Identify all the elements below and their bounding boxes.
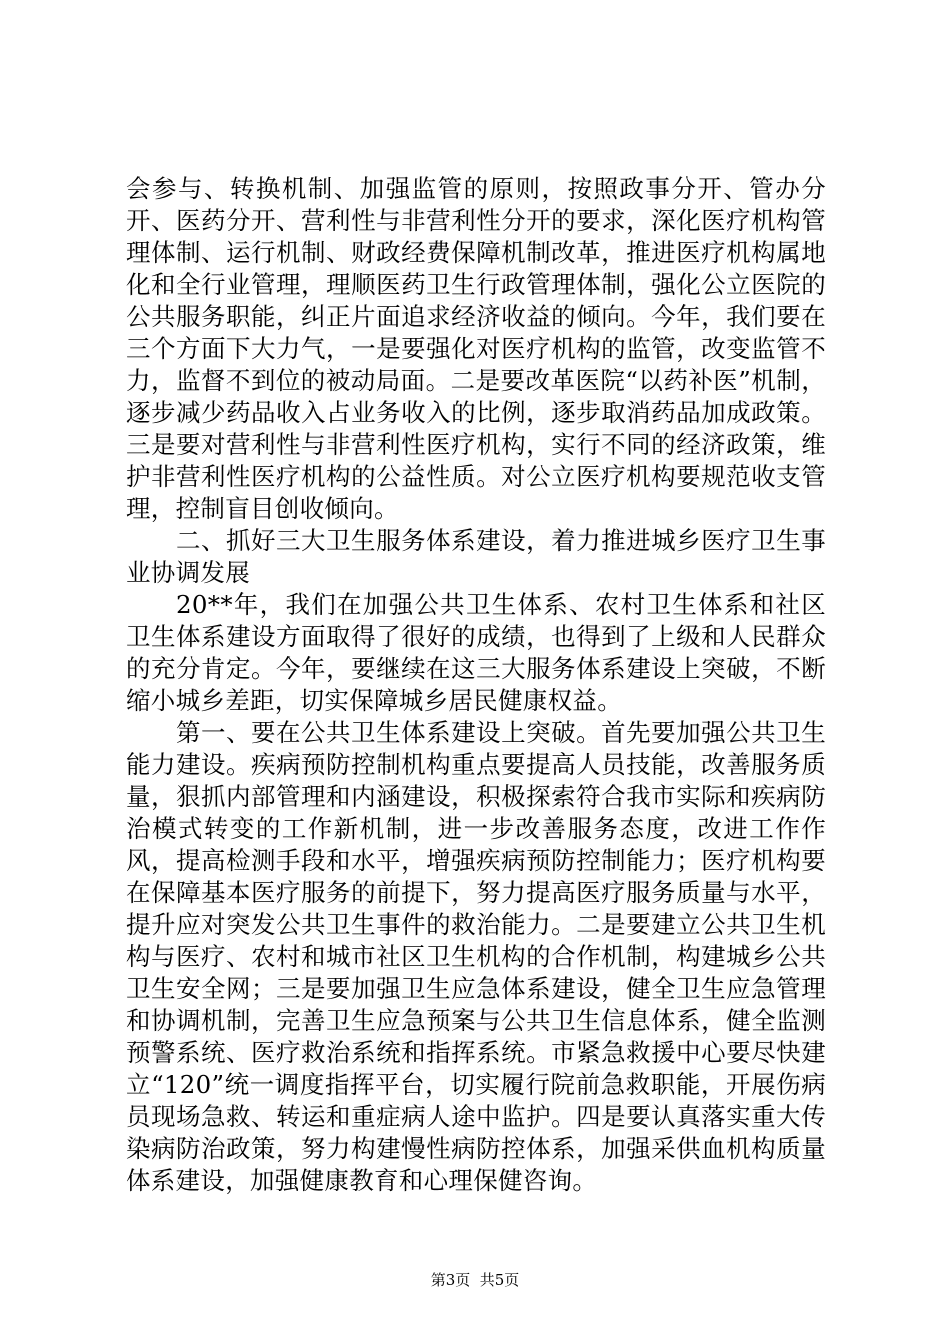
paragraph-3: 第一、要在公共卫生体系建设上突破。首先要加强公共卫生能力建设。疾病预防控制机构重点要提高人员技能，改善服务质量，狠抓内部管理和内涵建设，积极探索符合我市实际和疾病防治模式转变的工作新机制，进一步改善服务态度，改进工作作风，提高检测手段和水平，增强疾病预防控制能力；医疗机构要在保障基本医疗服务的前提下，努力提高医疗服务质量与水平，提升应对突发公共卫生事件的救治能力。二是要建立公共卫生机构与医疗、农村和城市社区卫生机构的合作机制，构建城乡公共卫生安全网；三是要加强卫生应急体系建设，健全卫生应急管理和协调机制，完善卫生应急预案与公共卫生信息体系，健全监测预警系统、医疗救治系统和指挥系统。市紧急救援中心要尽快建立“120”统一调度指挥平台，切实履行院前急救职能，开展伤病员现场急救、转运和重症病人途中监护。四是要认真落实重大传染病防治政策，努力构建慢性病防控体系，加强采供血机构质量体系建设，加强健康教育和心理保健咨询。	[126, 718, 826, 1195]
paragraph-1: 会参与、转换机制、加强监管的原则，按照政事分开、管办分开、医药分开、营利性与非营利性分开的要求，深化医疗机构管理体制、运行机制、财政经费保障机制改革，推进医疗机构属地化和全行业管理，理顺医药卫生行政管理体制，强化公立医院的公共服务职能，纠正片面追求经济收益的倾向。今年，我们要在三个方面下大力气，一是要强化对医疗机构的监管，改变监管不力，监督不到位的被动局面。二是要改革医院“以药补医”机制，逐步减少药品收入占业务收入的比例，逐步取消药品加成政策。三是要对营利性与非营利性医疗机构，实行不同的经济政策，维护非营利性医疗机构的公益性质。对公立医疗机构要规范收支管理，控制盲目创收倾向。	[126, 174, 826, 523]
document-body	[126, 173, 826, 1197]
page-number: 第3页 共5页	[430, 1271, 520, 1289]
paragraph-2: 20**年，我们在加强公共卫生体系、农村卫生体系和社区卫生体系建设方面取得了很好的成绩，也得到了上级和人民群众的充分肯定。今年，要继续在这三大服务体系建设上突破，不断缩小城乡差距，切实保障城乡居民健康权益。	[126, 590, 826, 715]
page-footer	[0, 1270, 950, 1290]
section-heading: 二、抓好三大卫生服务体系建设，着力推进城乡医疗卫生事业协调发展	[126, 526, 826, 587]
